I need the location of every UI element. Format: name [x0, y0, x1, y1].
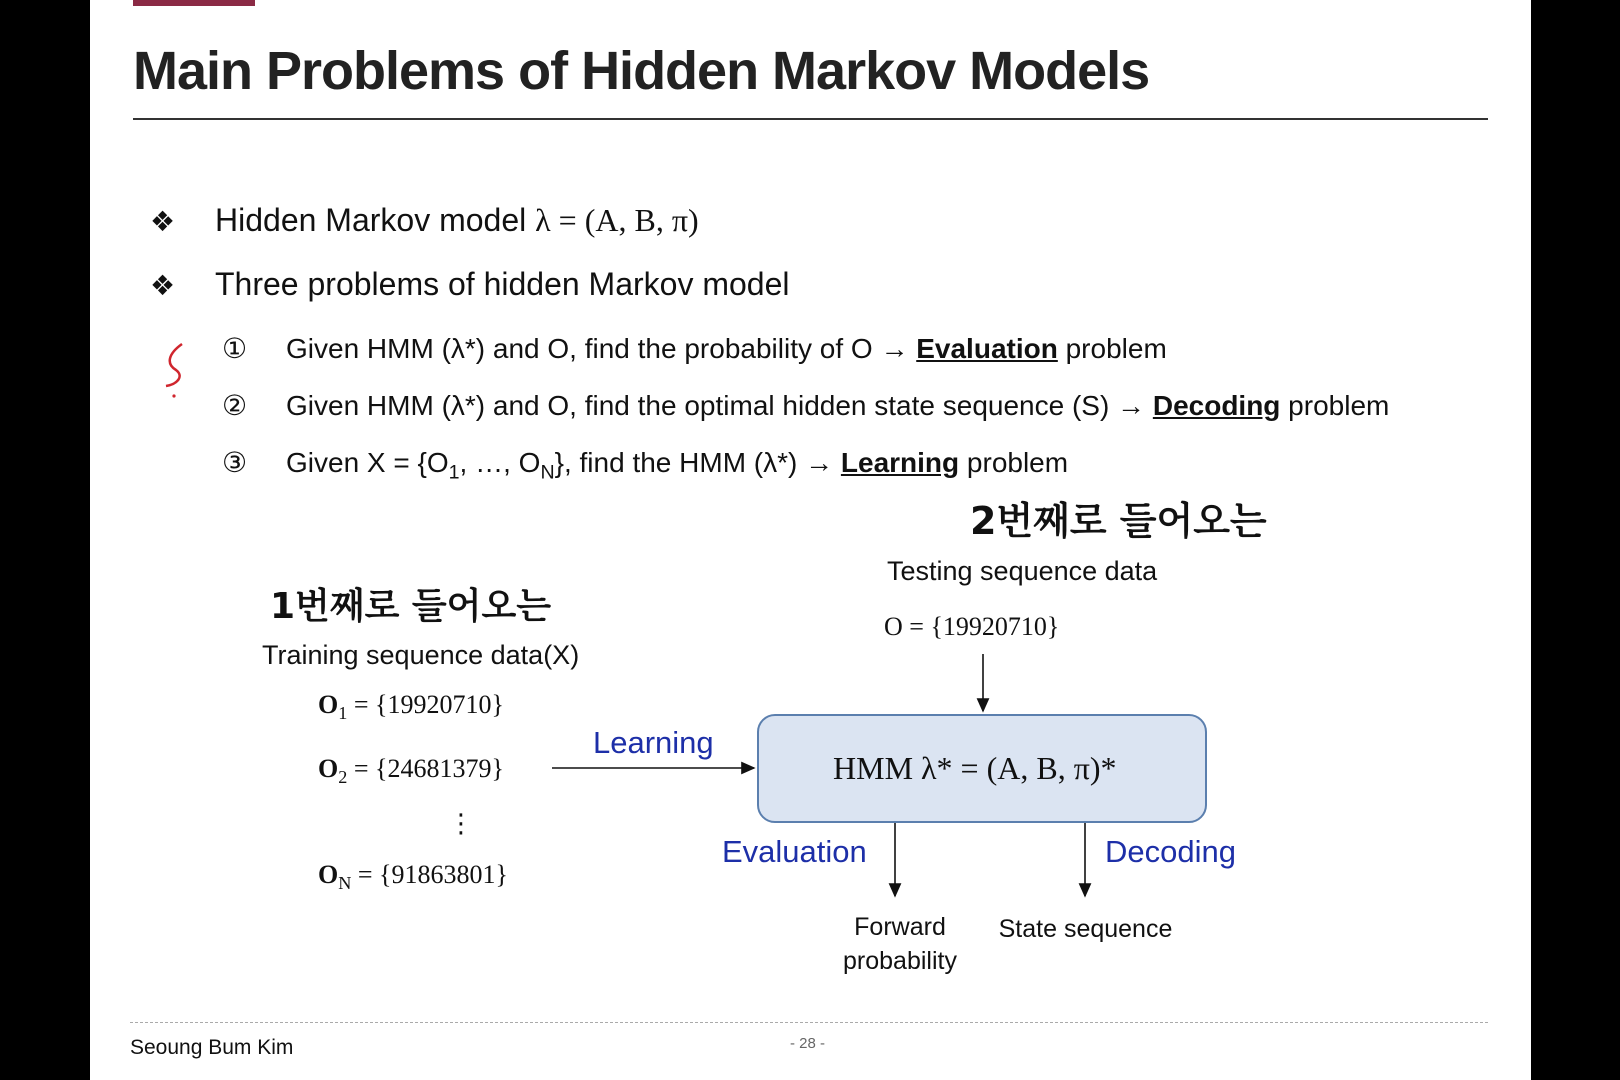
- subscript: 1: [448, 461, 460, 484]
- output-line: Forward: [854, 913, 946, 941]
- problem-text: Given X = {O: [286, 447, 449, 478]
- bullet-mark: ❖: [150, 270, 176, 301]
- bullet-text: Hidden Markov model: [215, 202, 536, 238]
- evaluation-label: Evaluation: [722, 834, 867, 869]
- state-sequence-output: State sequence: [998, 915, 1173, 943]
- page-number: - 28 -: [790, 1035, 826, 1052]
- footer-author: Seoung Bum Kim: [130, 1036, 294, 1059]
- seq-value: = {19920710}: [353, 690, 504, 719]
- training-label: Training sequence data(X): [262, 640, 580, 670]
- seq-symbol: O: [318, 860, 339, 889]
- problem-number: ②: [222, 390, 248, 421]
- seq-subscript: N: [338, 873, 352, 894]
- seq-symbol: O: [318, 754, 339, 783]
- seq-symbol: O: [318, 690, 339, 719]
- seq-subscript: 2: [338, 767, 348, 788]
- output-line: probability: [843, 947, 957, 975]
- seq-value: = {24681379}: [353, 754, 504, 783]
- problem-text-end: }, find the HMM (λ*) →: [554, 447, 841, 478]
- testing-label: Testing sequence data: [887, 556, 1158, 586]
- problem-suffix: problem: [1057, 333, 1167, 364]
- problem-text-mid: , …, O: [459, 447, 541, 478]
- bullet-math: λ = (A, B, π): [535, 202, 699, 238]
- problem-suffix: problem: [1280, 390, 1390, 421]
- footer-divider: [130, 1022, 1488, 1023]
- decoding-label: Decoding: [1105, 834, 1236, 869]
- seq-subscript: 1: [338, 703, 348, 724]
- learning-label: Learning: [593, 725, 714, 760]
- testing-sequence: O = {19920710}: [884, 612, 1060, 641]
- problem-keyword: Learning: [840, 447, 960, 478]
- flow-arrows: [90, 0, 1531, 1080]
- annotation-first: 1번째로 들어오는: [270, 586, 552, 627]
- subscript: N: [540, 461, 555, 484]
- problem-number: ③: [222, 447, 248, 478]
- problem-suffix: problem: [959, 447, 1069, 478]
- problem-keyword: Evaluation: [916, 333, 1058, 364]
- problem-number: ①: [222, 333, 248, 364]
- slide: [90, 0, 1531, 1080]
- seq-value: = {91863801}: [357, 860, 508, 889]
- bullet-text: Three problems of hidden Markov model: [215, 266, 790, 302]
- problem-keyword: Decoding: [1152, 390, 1281, 421]
- hmm-model-label: HMM λ* = (A, B, π)*: [833, 750, 1117, 786]
- slide-title: Main Problems of Hidden Markov Models: [133, 41, 1150, 101]
- problem-text: Given HMM (λ*) and O, find the optimal hidden state sequence (S) →: [286, 390, 1153, 421]
- vertical-ellipsis: ⋮: [448, 808, 474, 838]
- annotation-second: 2번째로 들어오는: [970, 499, 1267, 543]
- problem-text: Given HMM (λ*) and O, find the probability of O →: [286, 333, 917, 364]
- bullet-mark: ❖: [150, 206, 176, 237]
